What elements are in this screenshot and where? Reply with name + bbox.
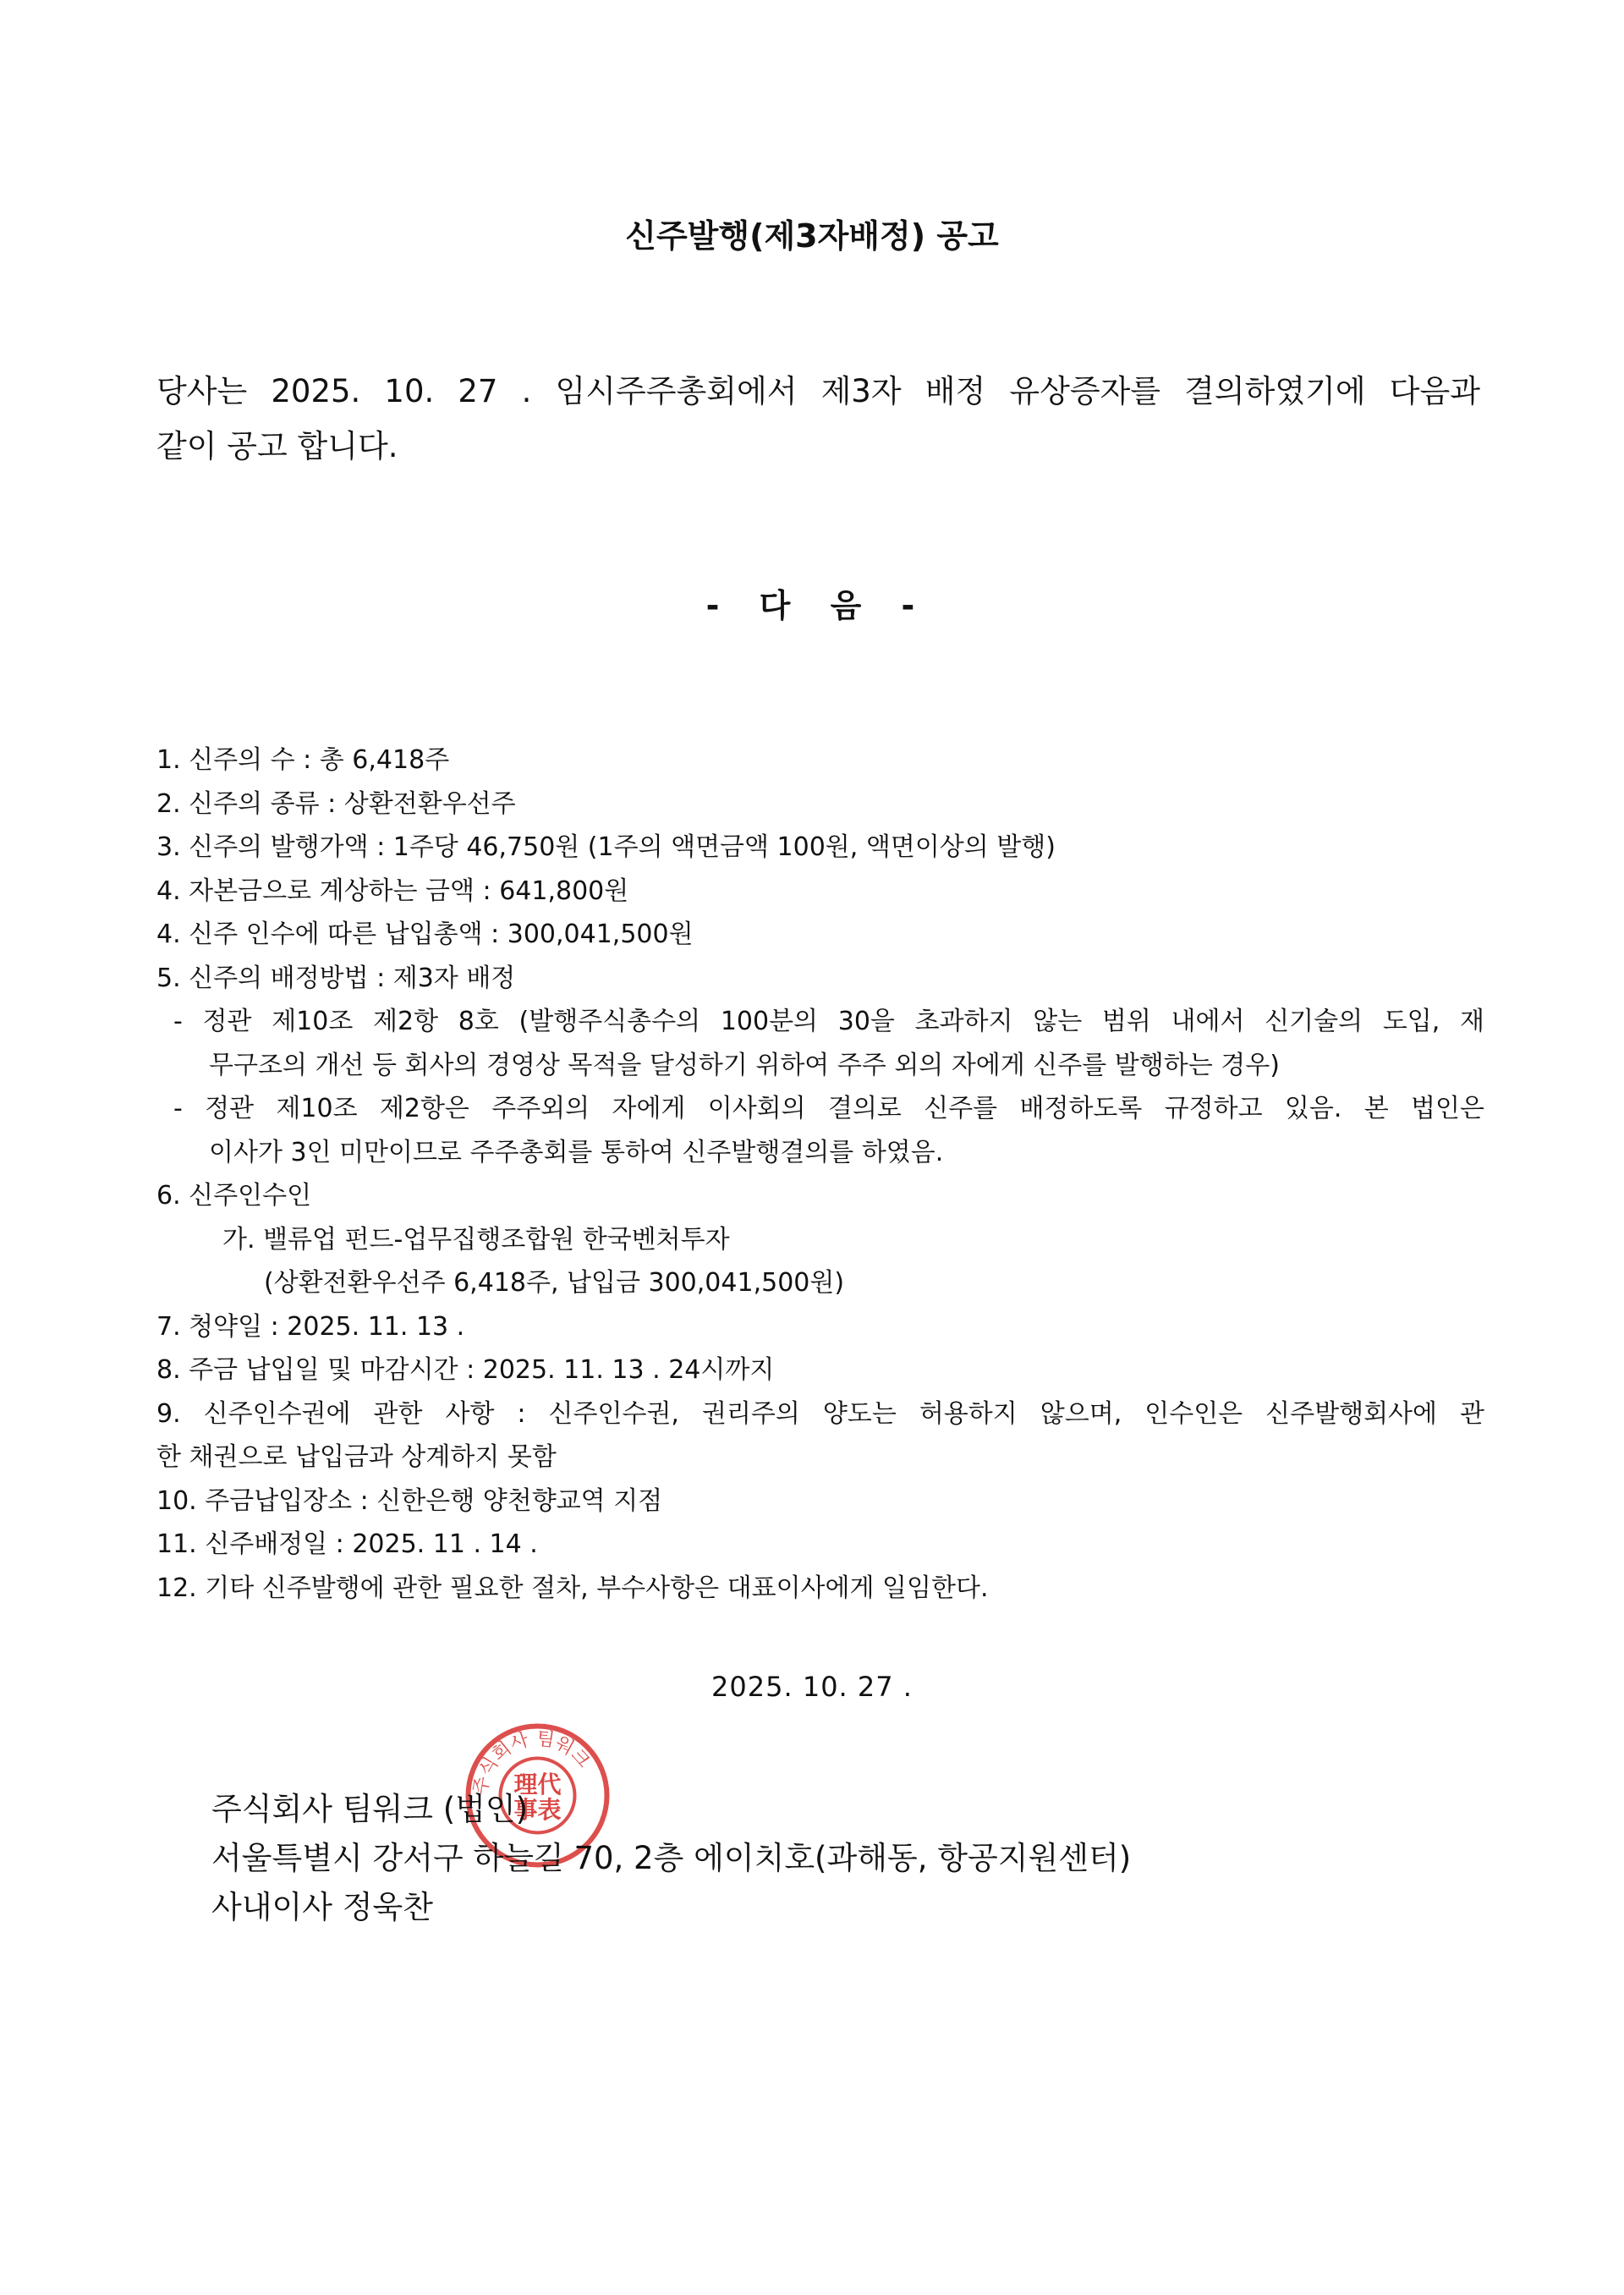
item-payment-deadline: 8. 주금 납입일 및 마감시간 : 2025. 11. 13 . 24시까지 bbox=[156, 1355, 775, 1385]
signature-address: 서울특별시 강서구 하늘길 70, 2층 에이치호(과해동, 항공지원센터) bbox=[211, 1840, 1132, 1876]
intro-paragraph bbox=[156, 364, 1480, 474]
item-subscriber: 6. 신주인수인 bbox=[156, 1181, 312, 1211]
item-subscriber-detail: (상환전환우선주 6,418주, 납입금 300,041,500원) bbox=[264, 1268, 845, 1298]
notice-date: 2025. 10. 27 . bbox=[711, 1671, 913, 1703]
signature-director: 사내이사 정욱찬 bbox=[211, 1889, 433, 1925]
item-allocation-method: 5. 신주의 배정방법 : 제3자 배정 bbox=[156, 963, 516, 993]
svg-text:理代: 理代 bbox=[513, 1771, 562, 1798]
item-other-matters: 12. 기타 신주발행에 관한 필요한 절차, 부수사항은 대표이사에게 일임한다. bbox=[156, 1573, 989, 1603]
document-title: 신주발행(제3자배정) 공고 bbox=[625, 217, 999, 255]
seal-ring-text: 주식회사 팀워크 bbox=[469, 1727, 595, 1797]
item-total-payment: 4. 신주 인수에 따른 납입총액 : 300,041,500원 bbox=[156, 920, 694, 949]
signature-block bbox=[211, 1785, 1131, 1932]
intro-line-2: 같이 공고 합니다. bbox=[156, 428, 398, 464]
item-payment-place: 10. 주금납입장소 : 신한은행 양천향교역 지점 bbox=[156, 1485, 663, 1516]
item-subscriber-name: 가. 밸류업 펀드-업무집행조합원 한국벤처투자 bbox=[222, 1224, 730, 1255]
item-allocation-date: 11. 신주배정일 : 2025. 11 . 14 . bbox=[156, 1529, 538, 1559]
item-subscription-rights-cont: 한 채권으로 납입금과 상계하지 못함 bbox=[156, 1442, 557, 1472]
svg-text:事表: 事表 bbox=[513, 1796, 562, 1824]
item-share-type: 2. 신주의 종류 : 상환전환우선주 bbox=[156, 788, 516, 819]
item-articles-note-2: - 정관 제10조 제2항은 주주외의 자에게 이사회의 결의로 신주를 배정하도록 규정하고 있음. 본 법인은 bbox=[173, 1094, 1484, 1123]
item-capital-amount: 4. 자본금으로 계상하는 금액 : 641,800원 bbox=[156, 876, 629, 906]
intro-line-1: 당사는 2025. 10. 27 . 임시주주총회에서 제3자 배정 유상증자를 결의하였기에 다음과 bbox=[156, 373, 1480, 409]
item-articles-note-1: - 정관 제10조 제2항 8호 (발행주식총수의 100분의 30을 초과하지 않는 범위 내에서 신기술의 도입, 재 bbox=[173, 1007, 1484, 1036]
item-subscription-date: 7. 청약일 : 2025. 11. 13 . bbox=[156, 1311, 465, 1342]
signature-company: 주식회사 팀워크 (법인) bbox=[211, 1791, 529, 1827]
item-share-count: 1. 신주의 수 : 총 6,418주 bbox=[156, 745, 450, 775]
item-subscription-rights: 9. 신주인수권에 관한 사항 : 신주인수권, 권리주의 양도는 허용하지 않으며, 인수인은 신주발행회사에 관 bbox=[156, 1398, 1484, 1429]
notice-items-list bbox=[156, 738, 1484, 1610]
item-issue-price: 3. 신주의 발행가액 : 1주당 46,750원 (1주의 액면금액 100원, 액면이상의 발행) bbox=[156, 832, 1056, 862]
item-articles-note-2-cont: 이사가 3인 미만이므로 주주총회를 통하여 신주발행결의를 하였음. bbox=[209, 1137, 944, 1167]
section-heading: - 다 음 - bbox=[705, 587, 919, 624]
item-articles-note-1-cont: 무구조의 개선 등 회사의 경영상 목적을 달성하기 위하여 주주 외의 자에게 신주를 발행하는 경우) bbox=[209, 1050, 1280, 1080]
